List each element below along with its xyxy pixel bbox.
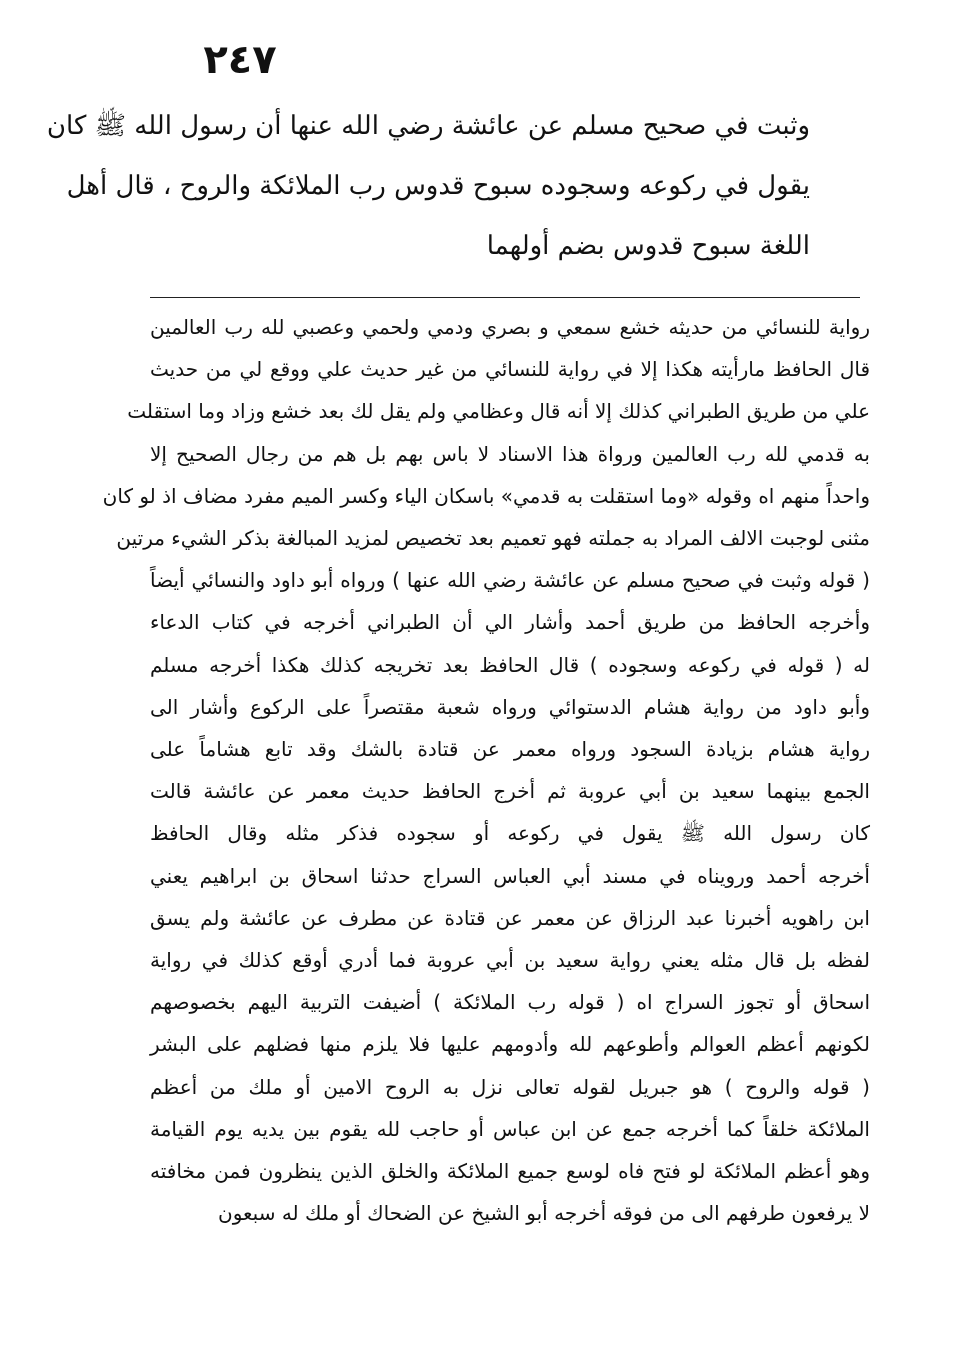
commentary-line: لكونهم أعظم العوالم وأطوعهم لله وأدومهم عليها فلا يلزم منها فضلهم على البشر [150, 1032, 870, 1057]
commentary-line: له ( قوله في ركوعه وسجوده ) قال الحافظ بعد تخريجه كذلك هكذا أخرجه مسلم [150, 652, 870, 677]
commentary-line: اسحاق أو تجوز السراج اه ( قوله رب الملائكة ) أضيفت التربية اليهم بخصوصهم [150, 990, 870, 1015]
commentary-line: وأخرجه الحافظ من طريق أحمد وأشار الي أن الطبراني أخرجه في كتاب الدعاء [150, 610, 870, 635]
main-text-block [46, 96, 810, 276]
commentary-line: مثنى لوجبت الالف المراد به جملته فهو تعميم بعد تخصيص لمزيد المبالغة بذكر الشيء مرتين [116, 526, 870, 551]
commentary-line: وهو أعظم الملائكة لو فتح فاه لوسع جميع الملائكة والخلق الذين ينظرون فمن مخافته [150, 1159, 870, 1184]
commentary-line: رواية هشام بزيادة السجود ورواه معمر عن قتادة بالشك وقد تابع هشاماً على [150, 737, 870, 762]
main-text-line: يقول في ركوعه وسجوده سبوح قدوس رب الملائكة والروح ، قال أهل [66, 171, 810, 201]
commentary-line: به قدمي لله رب العالمين ورواة هذا الاسناد لا باس بهم بل هم من رجال الصحيح إلا [150, 441, 870, 466]
footnote-divider [150, 297, 860, 298]
commentary-line: ابن راهويه أخبرنا عبد الرزاق عن معمر عن قتادة عن مطرف عن عائشة ولم يسق [150, 905, 870, 930]
commentary-line: أخرجه أحمد ورويناه في مسند أبي العباس السراج حدثنا اسحاق بن ابراهيم يعني [150, 863, 870, 888]
commentary-line: لا يرفعون طرفهم الى من فوقه أخرجه أبو الشيخ عن الضحاك أو ملك له سبعون [218, 1201, 870, 1226]
commentary-line: لفظه بل قال مثله يعني رواية سعيد بن أبي عروبة فما أدري أوقع كذلك في رواية [150, 948, 870, 973]
commentary-line: ( قوله والروح ) هو جبريل لقوله تعالى نزل به الروح الامين أو ملك من أعظم [150, 1074, 870, 1099]
commentary-line: قال الحافظ مارأيته هكذا إلا في رواية للنسائي من غير حديث علي ووقع لي من حديث [150, 357, 870, 382]
commentary-line: وأبو داود من رواية هشام الدستوائي ورواه شعبة مقتصراً على الركوع وأشار الى [150, 694, 870, 719]
commentary-line: الملائكة خلقاً كما أخرجه جمع عن ابن عباس أو حاجب لله يقوم بين يديه يوم القيامة [150, 1116, 870, 1141]
main-text-line: وثبت في صحيح مسلم عن عائشة رضي الله عنها أن رسول الله ﷺ كان [46, 111, 810, 141]
commentary-line: علي من طريق الطبراني كذلك إلا أنه قال وعظامي ولم يقل لك بعد خشع وزاد وما استقلت [127, 399, 870, 424]
main-text-line: اللغة سبوح قدوس بضم أولهما [486, 231, 810, 261]
commentary-line: واحداً منهم اه وقوله «وما استقلت به قدمي» باسكان الياء وكسر الميم مفرد مضاف اذ لو كان [102, 483, 870, 508]
commentary-line: كان رسول الله ﷺ يقول في ركوعه أو سجوده فذكر مثله وقال الحافظ [150, 821, 870, 846]
page-number: ٢٤٧ [203, 37, 277, 83]
commentary-line: ( قوله وثبت في صحيح مسلم عن عائشة رضي الله عنها ) ورواه أبو داود والنسائي أيضاً [150, 568, 870, 593]
commentary-block [102, 306, 870, 1234]
commentary-line: رواية للنسائي من حديثه خشع سمعي و بصري ودمي ولحمي وعصبي لله رب العالمين [150, 315, 870, 339]
commentary-line: الجمع بينهما سعيد بن أبي عروبة ثم أخرج الحافظ حديث معمر عن عائشة قالت [150, 779, 870, 804]
